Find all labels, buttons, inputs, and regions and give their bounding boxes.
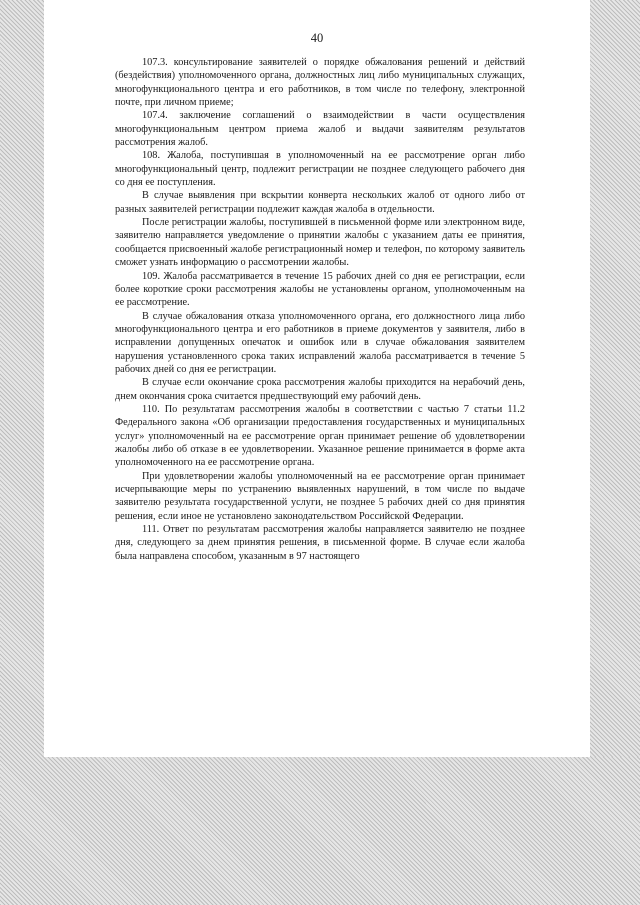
paragraph-111: 111. Ответ по результатам рассмотрения жалобы направляется заявителю не позднее дня, следующего за днем принятия решения, в письменной форме. В случае если жалоба была направлена способом, указанным в 97 настоящего: [115, 524, 525, 562]
document-body: [115, 56, 525, 563]
paragraph-109-nonworking-day: В случае если окончание срока рассмотрения жалобы приходится на нерабочий день, днем окончания срока считается предшествующий ему рабочий день.: [115, 377, 525, 402]
paragraph-110: 110. По результатам рассмотрения жалобы в соответствии с частью 7 статьи 11.2 Федерального закона «Об организации предоставления государственных и муниципальных услуг» уполномоченный на ее рассмотрение орган принимает решение об удовлетворении жалобы либо об отказе в ее удовлетворении. Указанное решение принимается в форме акта уполномоченного на ее рассмотрение органа.: [115, 403, 525, 469]
paragraph-109: 109. Жалоба рассматривается в течение 15 рабочих дней со дня ее регистрации, если более короткие сроки рассмотрения жалобы не установлены органом, уполномоченным на ее рассмотрение.: [115, 270, 525, 309]
scan-border-bottom: [0, 757, 640, 905]
paragraph-107-3: 107.3. консультирование заявителей о порядке обжалования решений и действий (бездействия) уполномоченного органа, должностных лиц либо муниципальных служащих, многофункционального центра и его работников, в том числе по телефону, электронной почте, при личном приеме;: [115, 57, 525, 109]
page-number: 40: [310, 31, 324, 45]
paragraph-110-satisfaction: При удовлетворении жалобы уполномоченный на ее рассмотрение орган принимает исчерпывающие меры по устранению выявленных нарушений, в том числе по выдаче заявителю результата государственной услуги, не позднее 5 рабочих дней со дня принятия решения, если иное не установлено законодательством Российской Федерации.: [115, 470, 525, 522]
paragraph-108-notification: После регистрации жалобы, поступившей в письменной форме или электронном виде, заявителю направляется уведомление о принятии жалобы с указанием даты ее принятия, сообщается присвоенный жалобе регистрационный номер и телефон, по которому заявитель сможет узнать информацию о рассмотрении жалобы.: [115, 217, 525, 269]
paragraph-109-refusal: В случае обжалования отказа уполномоченного органа, его должностного лица либо многофункционального центра и его работников в приеме документов у заявителя, либо в исправлении допущенных опечаток и ошибок или в случае обжалования заявителем нарушения установленного срока таких исправлений жалоба рассматривается в течение 5 рабочих дней со дня ее регистрации.: [115, 310, 525, 375]
paragraph-108: 108. Жалоба, поступившая в уполномоченный на ее рассмотрение орган либо многофункциональный центр, подлежит регистрации не позднее следующего рабочего дня со дня ее поступления.: [115, 150, 525, 189]
paragraph-107-4: 107.4. заключение соглашений о взаимодействии в части осуществления многофункциональным центром приема жалоб и выдачи заявителям результатов рассмотрения жалоб.: [115, 110, 525, 149]
document-sheet: [44, 0, 590, 757]
paragraph-108-envelope: В случае выявления при вскрытии конверта нескольких жалоб от одного либо от разных заявителей регистрации подлежит каждая жалоба в отдельности.: [115, 190, 525, 215]
